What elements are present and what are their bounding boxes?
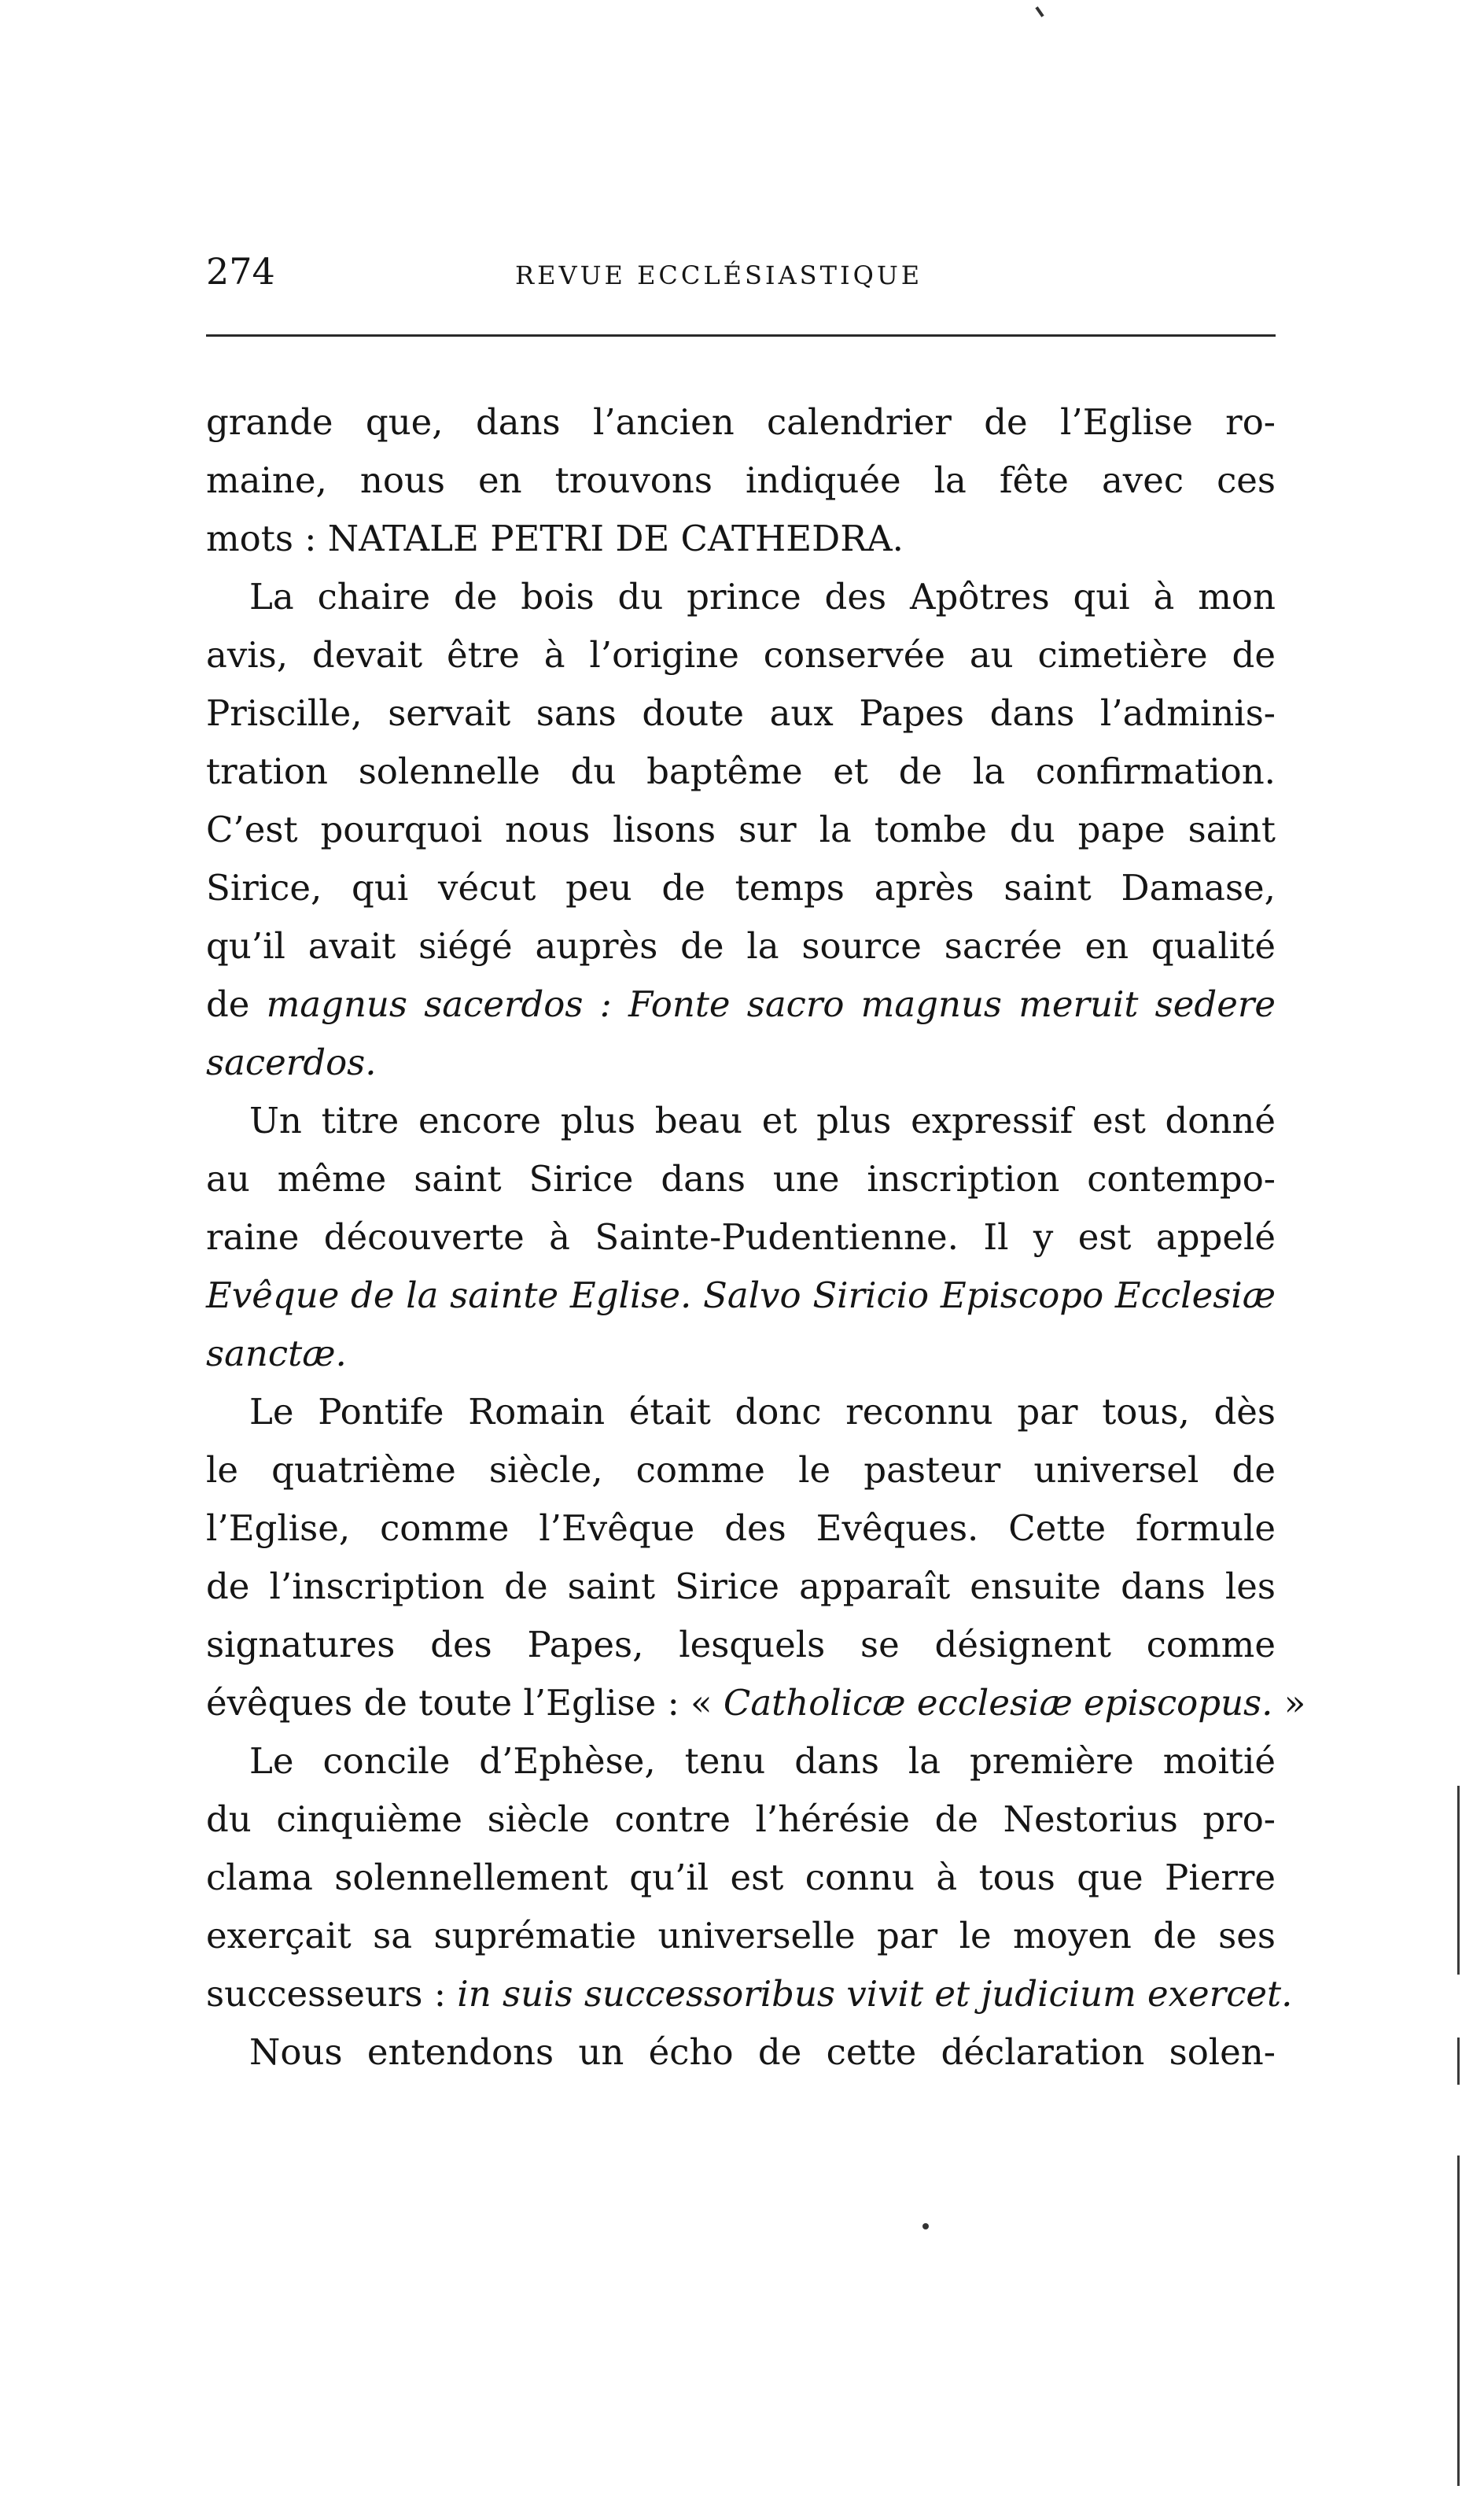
page-number: 274 bbox=[206, 250, 275, 293]
text-line bbox=[206, 859, 1276, 917]
text-line bbox=[206, 1383, 1276, 1441]
italic-text: Catholicæ ecclesiæ episcopus. bbox=[723, 1682, 1273, 1724]
text-line bbox=[206, 1092, 1276, 1150]
italic-text: sacerdos. bbox=[206, 1042, 377, 1083]
margin-rule bbox=[1457, 2156, 1460, 2486]
text-line bbox=[206, 452, 1276, 510]
body-text bbox=[206, 393, 1306, 2082]
text-line bbox=[206, 1150, 1276, 1208]
text-line bbox=[206, 1325, 1276, 1383]
margin-rule bbox=[1457, 2038, 1460, 2085]
text-line bbox=[206, 1034, 1276, 1092]
running-head: REVUE ECCLÉSIASTIQUE bbox=[515, 260, 923, 290]
line-text: mots : NATALE PETRI DE CATHEDRA. bbox=[206, 518, 904, 559]
text-line bbox=[206, 801, 1276, 859]
text-line bbox=[206, 626, 1276, 684]
line-text: successeurs : bbox=[206, 1973, 458, 2015]
line-text: avis, devait être à l’origine conservée au cimetière de bbox=[206, 634, 1276, 676]
scan-mark bbox=[1035, 6, 1044, 17]
line-text: évêques de toute l’Eglise : « bbox=[206, 1682, 724, 1724]
text-line bbox=[206, 1499, 1276, 1558]
text-line bbox=[206, 684, 1276, 743]
text-line bbox=[206, 1441, 1276, 1499]
text-line bbox=[206, 1208, 1276, 1267]
line-text: de bbox=[206, 983, 267, 1025]
scan-dot bbox=[922, 2223, 929, 2229]
text-line bbox=[206, 393, 1276, 452]
line-text: Le Pontife Romain était donc reconnu par tous, dès bbox=[249, 1391, 1276, 1433]
line-text: » bbox=[1272, 1682, 1306, 1724]
line-text: Le concile d’Ephèse, tenu dans la première moitié bbox=[249, 1740, 1276, 1782]
margin-rule bbox=[1457, 1786, 1460, 1975]
line-text: de l’inscription de saint Sirice apparaît ensuite dans les bbox=[206, 1566, 1276, 1607]
line-text: raine découverte à Sainte-Pudentienne. Il y est appelé bbox=[206, 1216, 1276, 1258]
text-line bbox=[206, 1267, 1276, 1325]
text-line bbox=[206, 1674, 1306, 1732]
line-text: Priscille, servait sans doute aux Papes dans l’adminis- bbox=[206, 692, 1276, 734]
line-text: maine, nous en trouvons indiquée la fête avec ces bbox=[206, 459, 1276, 501]
italic-text: sanctæ. bbox=[206, 1333, 347, 1374]
header-rule bbox=[206, 334, 1276, 337]
text-line bbox=[206, 1732, 1276, 1790]
italic-text: Evêque de la sainte Eglise. Salvo Siricio Episcopo Ecclesiæ bbox=[206, 1274, 1276, 1316]
line-text: du cinquième siècle contre l’hérésie de Nestorius pro- bbox=[206, 1798, 1276, 1840]
line-text: grande que, dans l’ancien calendrier de l’Eglise ro- bbox=[206, 401, 1276, 443]
text-line bbox=[206, 1849, 1276, 1907]
line-text: C’est pourquoi nous lisons sur la tombe du pape saint bbox=[206, 809, 1276, 850]
line-text: signatures des Papes, lesquels se désignent comme bbox=[206, 1624, 1276, 1665]
line-text: La chaire de bois du prince des Apôtres qui à mon bbox=[249, 576, 1276, 618]
text-line bbox=[206, 568, 1276, 626]
italic-text: magnus sacerdos : Fonte sacro magnus meruit sedere bbox=[266, 983, 1276, 1025]
text-line bbox=[206, 1790, 1276, 1849]
text-line bbox=[206, 1558, 1276, 1616]
text-line bbox=[206, 510, 1276, 568]
text-line bbox=[206, 1616, 1276, 1674]
text-line bbox=[206, 975, 1276, 1034]
line-text: Nous entendons un écho de cette déclaration solen- bbox=[249, 2031, 1276, 2073]
line-text: au même saint Sirice dans une inscription contempo- bbox=[206, 1158, 1276, 1200]
line-text: Sirice, qui vécut peu de temps après saint Damase, bbox=[206, 867, 1276, 909]
text-line bbox=[206, 1965, 1293, 2023]
line-text: Un titre encore plus beau et plus expressif est donné bbox=[249, 1100, 1276, 1141]
text-line bbox=[206, 1907, 1276, 1965]
text-line bbox=[206, 917, 1276, 975]
line-text: le quatrième siècle, comme le pasteur universel de bbox=[206, 1449, 1276, 1491]
text-line bbox=[206, 743, 1276, 801]
italic-text: in suis successoribus vivit et judicium exercet. bbox=[457, 1973, 1293, 2015]
line-text: l’Eglise, comme l’Evêque des Evêques. Cette formule bbox=[206, 1507, 1276, 1549]
line-text: qu’il avait siégé auprès de la source sacrée en qualité bbox=[206, 925, 1276, 967]
line-text: tration solennelle du baptême et de la confirmation. bbox=[206, 750, 1276, 792]
line-text: exerçait sa suprématie universelle par le moyen de ses bbox=[206, 1915, 1276, 1956]
line-text: clama solennellement qu’il est connu à tous que Pierre bbox=[206, 1857, 1276, 1898]
text-line bbox=[206, 2023, 1276, 2082]
